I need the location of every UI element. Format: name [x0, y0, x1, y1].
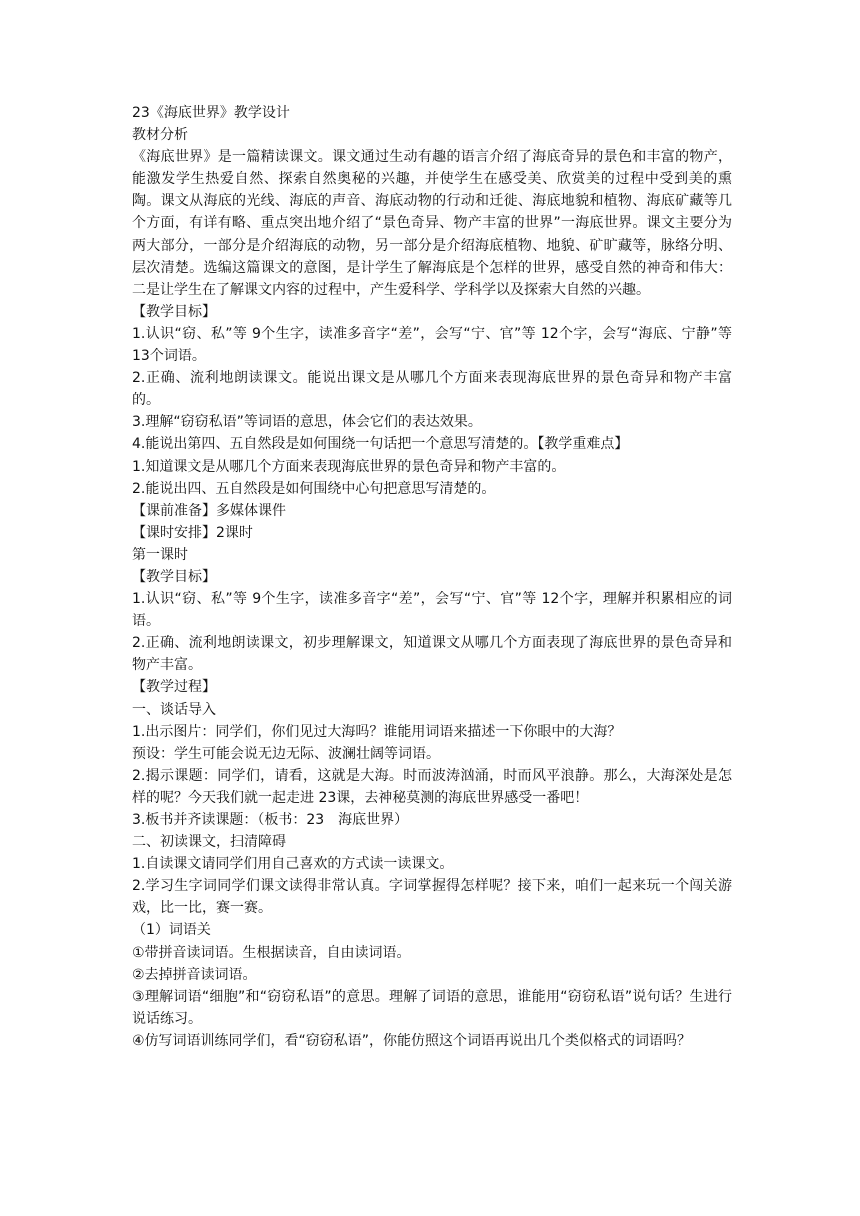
document-page: [132, 102, 732, 1052]
key-point-item: 2.能说出四、五自然段是如何围绕中心句把意思写清楚的。: [132, 480, 496, 497]
vocab-step: ③理解词语“细胞”和“窃窃私语”的意思。理解了词语的意思，谁能用“窃窃私语”说句话？生进行说话练习。: [132, 988, 732, 1027]
lesson1-heading: 第一课时: [132, 546, 188, 563]
section1-item: 2.揭示课题：同学们，请看，这就是大海。时而波涛汹涌，时而风平浪静。那么，大海深处是怎样的呢？今天我们就一起走进 23课，去神秘莫测的海底世界感受一番吧！: [132, 767, 732, 806]
document-title: 23《海底世界》教学设计: [132, 105, 290, 121]
schedule-line: 【课时安排】2课时: [132, 524, 253, 541]
lesson1-goal-item: 1.认识“窃、私”等 9个生字，读准多音字“差”，会写“宁、官”等 12个字，理解并积累相应的词语。: [132, 591, 732, 630]
section1-heading: 一、谈话导入: [132, 701, 216, 718]
section1-item: 预设：学生可能会说无边无际、波澜壮阔等词语。: [132, 745, 440, 762]
goals-heading: 【教学目标】: [132, 303, 216, 320]
material-analysis-paragraph: 《海底世界》是一篇精读课文。课文通过生动有趣的语言介绍了海底奇异的景色和丰富的物产，能激发学生热爱自然、探索自然奥秘的兴趣，并使学生在感受美、欣赏美的过程中受到美的熏陶。课文从海底的光线、海底的声音、海底动物的行动和迁徙、海底地貌和植物、海底矿藏等几个方面，有详有略、重点突出地介绍了“景色奇异、物产丰富的世界”一海底世界。课文主要分为两大部分，一部分是介绍海底的动物，另一部分是介绍海底植物、地貌、矿旷藏等，脉络分明、层次清楚。选编这篇课文的意图，是计学生了解海底是个怎样的世界，感受自然的神奇和伟大：二是让学生在了解课文内容的过程中，产生爱科学、学科学以及探索大自然的兴趣。: [132, 149, 732, 298]
vocab-heading: （1）词语关: [132, 922, 211, 939]
vocab-step: ②去掉拼音读词语。: [132, 966, 257, 983]
vocab-step: ④仿写词语训练同学们，看“窃窃私语”，你能仿照这个词语再说出几个类似格式的词语吗？: [132, 1032, 692, 1049]
process-heading: 【教学过程】: [132, 679, 216, 696]
section2-item: 1.自读课文请同学们用自己喜欢的方式读一读课文。: [132, 856, 454, 873]
lesson1-goals-heading: 【教学目标】: [132, 568, 216, 585]
section1-item: 3.板书并齐读课题：（板书：23 海底世界）: [132, 812, 409, 828]
goal-item: 2.正确、流利地朗读课文。能说出课文是从哪几个方面来表现海底世界的景色奇异和物产丰富的。: [132, 370, 732, 409]
lesson1-goal-item: 2.正确、流利地朗读课文，初步理解课文，知道课文从哪几个方面表现了海底世界的景色奇异和物产丰富。: [132, 635, 732, 674]
vocab-step: ①带拼音读词语。生根据读音，自由读词语。: [132, 944, 411, 961]
material-heading: 教材分析: [132, 127, 188, 144]
goal-item: 4.能说出第四、五自然段是如何围绕一句话把一个意思写清楚的。【教学重难点】: [132, 436, 629, 453]
key-point-item: 1.知道课文是从哪几个方面来表现海底世界的景色奇异和物产丰富的。: [132, 458, 566, 475]
section1-item: 1.出示图片：同学们，你们见过大海吗？谁能用词语来描述一下你眼中的大海？: [132, 723, 622, 740]
goal-item: 1.认识“窃、私”等 9个生字，读准多音字“差”，会写“宁、官”等 12个字，会写“海底、宁静”等 13个词语。: [132, 325, 732, 365]
section2-item: 2.学习生字词同学们课文读得非常认真。字词掌握得怎样呢？接下来，咱们一起来玩一个闯关游戏，比一比，赛一赛。: [132, 878, 732, 917]
goal-item: 3.理解“窃窃私语”等词语的意思，体会它们的表达效果。: [132, 414, 482, 431]
section2-heading: 二、初读课文，扫清障碍: [132, 834, 286, 851]
prep-line: 【课前准备】多媒体课件: [132, 502, 286, 519]
